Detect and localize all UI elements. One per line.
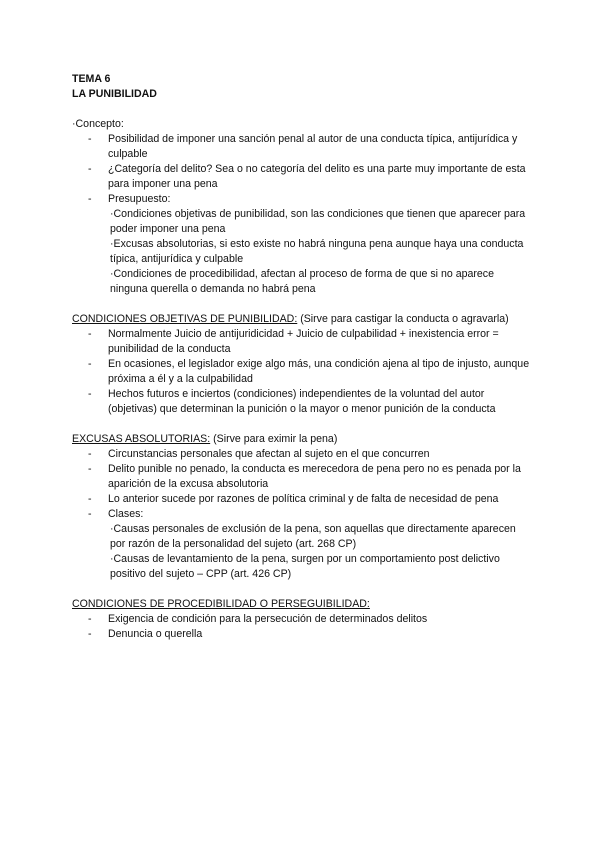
topic-number: TEMA 6 bbox=[72, 73, 111, 85]
list-item: - En ocasiones, el legislador exige algo más, una condición ajena al tipo de injusto, aunque próxima a él y a la culpabilidad bbox=[88, 358, 530, 385]
list-item: - Lo anterior sucede por razones de política criminal y de falta de necesidad de pena bbox=[88, 493, 499, 505]
list-item: - Denuncia o querella bbox=[88, 628, 203, 640]
sub-item: ·Excusas absolutorias, si esto existe no habrá ninguna pena aunque haya una conducta típica, antijurídica y culpable bbox=[110, 238, 524, 265]
list-item: - Normalmente Juicio de antijuridicidad + Juicio de culpabilidad + inexistencia error = punibilidad de la conducta bbox=[88, 328, 499, 355]
list-item: - Presupuesto: bbox=[88, 193, 171, 205]
sub-item: ·Causas personales de exclusión de la pena, son aquellas que directamente aparecen por razón de la personalidad del sujeto (art. 268 CP) bbox=[110, 523, 516, 550]
list-item: - Circunstancias personales que afectan al sujeto en el que concurren bbox=[88, 448, 430, 460]
list-item: - Hechos futuros e inciertos (condiciones) independientes de la voluntad del autor (objetivas) que determinan la punición o la mayor o menor punición de la conducta bbox=[88, 388, 496, 415]
list-item: - Delito punible no penado, la conducta es merecedora de pena pero no es penada por la aparición de la excusa absolutoria bbox=[88, 463, 521, 490]
list-item: - Clases: bbox=[88, 508, 144, 520]
list-item: - Exigencia de condición para la persecución de determinados delitos bbox=[88, 613, 428, 625]
section-heading-excusas: EXCUSAS ABSOLUTORIAS: (Sirve para eximir la pena) bbox=[72, 433, 338, 445]
list-item: - Posibilidad de imponer una sanción penal al autor de una conducta típica, antijurídica y culpable bbox=[88, 133, 518, 160]
document-page bbox=[72, 72, 532, 642]
page-title: LA PUNIBILIDAD bbox=[72, 88, 157, 100]
sub-item: ·Causas de levantamiento de la pena, surgen por un comportamiento post delictivo positivo del sujeto – CPP (art. 426 CP) bbox=[110, 553, 500, 580]
list-item: - ¿Categoría del delito? Sea o no categoría del delito es una parte muy importante de esta para imponer una pena bbox=[88, 163, 526, 190]
section-heading-objetivas: CONDICIONES OBJETIVAS DE PUNIBILIDAD: (Sirve para castigar la conducta o agravarla) bbox=[72, 313, 509, 325]
concepto-heading: ·Concepto: bbox=[72, 118, 124, 130]
sub-item: ·Condiciones objetivas de punibilidad, son las condiciones que tienen que aparecer para poder imponer una pena bbox=[110, 208, 526, 235]
sub-item: ·Condiciones de procedibilidad, afectan al proceso de forma de que si no aparece ninguna querella o demanda no habrá pena bbox=[110, 268, 494, 295]
section-heading-procedibilidad: CONDICIONES DE PROCEDIBILIDAD O PERSEGUIBILIDAD: bbox=[72, 598, 370, 610]
